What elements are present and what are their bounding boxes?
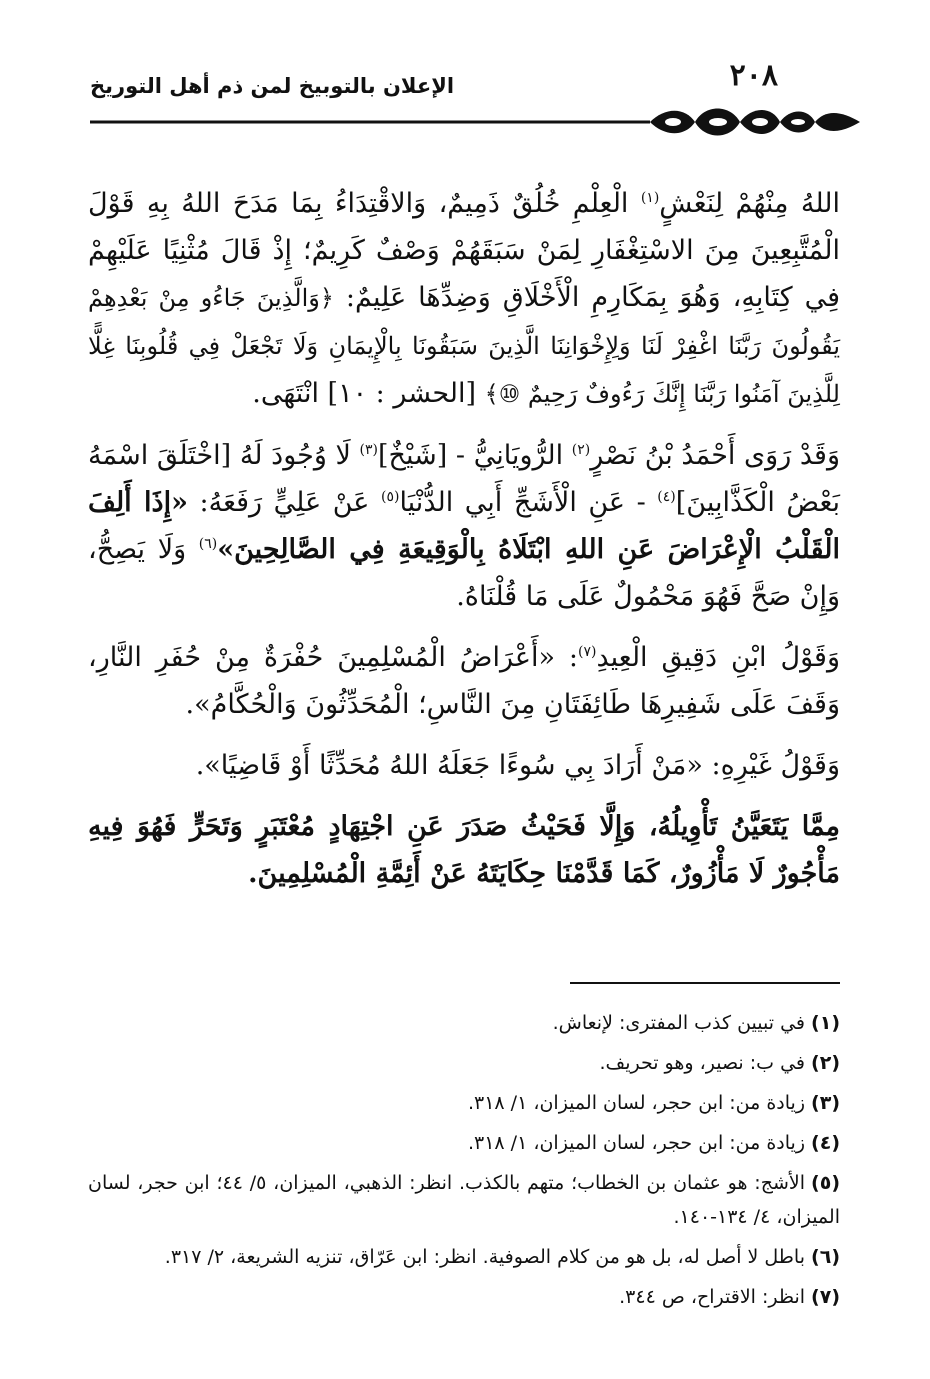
main-text <box>88 180 840 911</box>
quran-verse: ﴿وَالَّذِينَ جَاءُو مِنْ بَعْدِهِمْ يَقُولُونَ رَبَّنَا اغْفِرْ لَنَا وَلِإِخْوَانِنَا الَّذِينَ سَبَقُونَا بِالْإِيمَانِ وَلَا تَجْعَلْ فِي قُلُوبِنَا غِلًّا لِلَّذِينَ آمَنُوا رَبَّنَا إِنَّكَ رَءُوفٌ رَحِيمٌ ⑩﴾ <box>88 284 840 408</box>
paragraph-1 <box>88 180 840 418</box>
page-header <box>90 58 840 128</box>
footnote <box>88 1086 840 1120</box>
footnote-mark: (٥) <box>811 1172 840 1194</box>
text-span: - عَنِ الْأَشَجِّ أَبِي الدُّنْيَا <box>399 487 658 518</box>
text-span: الرُّويَانِيُّ - [شَيْخٌ] <box>378 440 572 471</box>
footnote-mark: (٦) <box>811 1246 840 1268</box>
paragraph-5 <box>88 803 840 897</box>
paragraph-4 <box>88 742 840 789</box>
text-span: : «أَعْرَاضُ الْمُسْلِمِينَ حُفْرَةٌ مِنْ حُفَرِ النَّارِ، وَقَفَ عَلَى شَفِيرِهَا طَائِفَتَانِ مِنَ النَّاسِ؛ الْمُحَدِّثُونَ وَالْحُكَّامُ». <box>88 642 840 720</box>
footnote-text: الأشج: هو عثمان بن الخطاب؛ متهم بالكذب. انظر: الذهبي، الميزان، ٥/ ٤٤؛ ابن حجر، لسان الميزان، ٤/ ١٣٤-١٤٠. <box>88 1172 840 1228</box>
text-span: عَنْ عَلِيٍّ رَفَعَهُ: <box>187 487 381 518</box>
text-span: لَا وُجُودَ لَهُ [اخْتَلَقَ اسْمَهُ بَعْضُ الْكَذَّابِينَ] <box>88 440 841 518</box>
footnote-ref-2[interactable]: (٢) <box>571 442 591 458</box>
footnote-ref-3[interactable]: (٣) <box>359 442 379 458</box>
text-span: الْعِلْمِ خُلُقٌ ذَمِيمٌ، وَالاقْتِدَاءُ بِمَا مَدَحَ اللهُ بِهِ قَوْلَ الْمُتَّبِعِينَ مِنَ الاسْتِغْفَارِ لِمَنْ سَبَقَهُمْ وَصْفٌ كَرِيمٌ؛ إِذْ قَالَ مُثْنِيًا عَلَيْهِمْ فِي كِتَابِهِ، وَهُوَ بِمَكَارِمِ الْأَخْلَاقِ وَضِدِّهَا عَلِيمٌ: <box>88 188 840 313</box>
text-span: وَقَوْلُ غَيْرِهِ: «مَنْ أَرَادَ بِي سُوءًا جَعَلَهُ اللهُ مُحَدِّثًا أَوْ قَاضِيًا». <box>195 750 840 781</box>
footnote-mark: (٧) <box>811 1286 840 1308</box>
footnote-mark: (٣) <box>811 1092 840 1114</box>
verse-reference: [الحشر : ١٠] انْتَهَى. <box>252 378 485 409</box>
header-ornament-rule <box>90 102 860 142</box>
footnote <box>88 1280 840 1314</box>
paragraph-3 <box>88 634 840 728</box>
footnote-text: زيادة من: ابن حجر، لسان الميزان، ١/ ٣١٨. <box>467 1132 806 1154</box>
footnote-ref-6[interactable]: (٦) <box>198 536 218 552</box>
footnote-ref-4[interactable]: (٤) <box>657 489 676 505</box>
footnote-ref-5[interactable]: (٥) <box>380 489 400 505</box>
footnote <box>88 1126 840 1160</box>
footnote-text: في ب: نصير، وهو تحريف. <box>599 1052 806 1074</box>
footnote-text: باطل لا أصل له، بل هو من كلام الصوفية. انظر: ابن عَرّاق، تنزيه الشريعة، ٢/ ٣١٧. <box>164 1246 806 1268</box>
footnote <box>88 1166 840 1234</box>
hadith-quote: «إِذَا أَلِفَ الْقَلْبُ الْإِعْرَاضَ عَنِ اللهِ ابْتَلَاهُ بِالْوَقِيعَةِ فِي الصَّالِحِينَ» <box>88 487 840 565</box>
running-title: الإعلان بالتوبيخ لمن ذم أهل التوريخ <box>90 74 455 98</box>
footnote <box>88 1006 840 1040</box>
page-number: ٢٠٨ <box>729 58 778 93</box>
footnote-ref-7[interactable]: (٧) <box>578 644 597 660</box>
footnote-mark: (١) <box>811 1012 840 1034</box>
text-span: وَقَوْلُ ابْنِ دَقِيقِ الْعِيدِ <box>596 642 840 673</box>
footnote-mark: (٢) <box>811 1052 840 1074</box>
paragraph-2 <box>88 432 840 620</box>
text-span: وَلَا يَصِحُّ، وَإِنْ صَحَّ فَهُوَ مَحْمُولٌ عَلَى مَا قُلْنَاهُ. <box>88 534 840 612</box>
footnote-text: في تبيين كذب المفترى: لإنعاش. <box>552 1012 806 1034</box>
footnote-text: زيادة من: ابن حجر، لسان الميزان، ١/ ٣١٨. <box>467 1092 806 1114</box>
footnote-ref-1[interactable]: (١) <box>640 190 660 206</box>
footnote <box>88 1046 840 1080</box>
text-span: اللهُ مِنْهُمْ لِنَعْشٍ <box>659 188 841 219</box>
footnote-separator <box>570 982 840 984</box>
footnote-mark: (٤) <box>811 1132 840 1154</box>
footnote <box>88 1240 840 1274</box>
text-span: مِمَّا يَتَعَيَّنُ تَأْوِيلُهُ، وَإِلَّا فَحَيْثُ صَدَرَ عَنِ اجْتِهَادٍ مُعْتَبَرٍ وَتَحَرٍّ فَهُوَ فِيهِ مَأْجُورٌ لَا مَأْزُورٌ، كَمَا قَدَّمْنَا حِكَايَتَهُ عَنْ أَئِمَّةِ الْمُسْلِمِينَ. <box>88 811 840 889</box>
footnotes <box>88 1006 840 1320</box>
footnote-text: انظر: الاقتراح، ص ٣٤٤. <box>619 1286 806 1308</box>
text-span: وَقَدْ رَوَى أَحْمَدُ بْنُ نَصْرٍ <box>590 440 840 471</box>
